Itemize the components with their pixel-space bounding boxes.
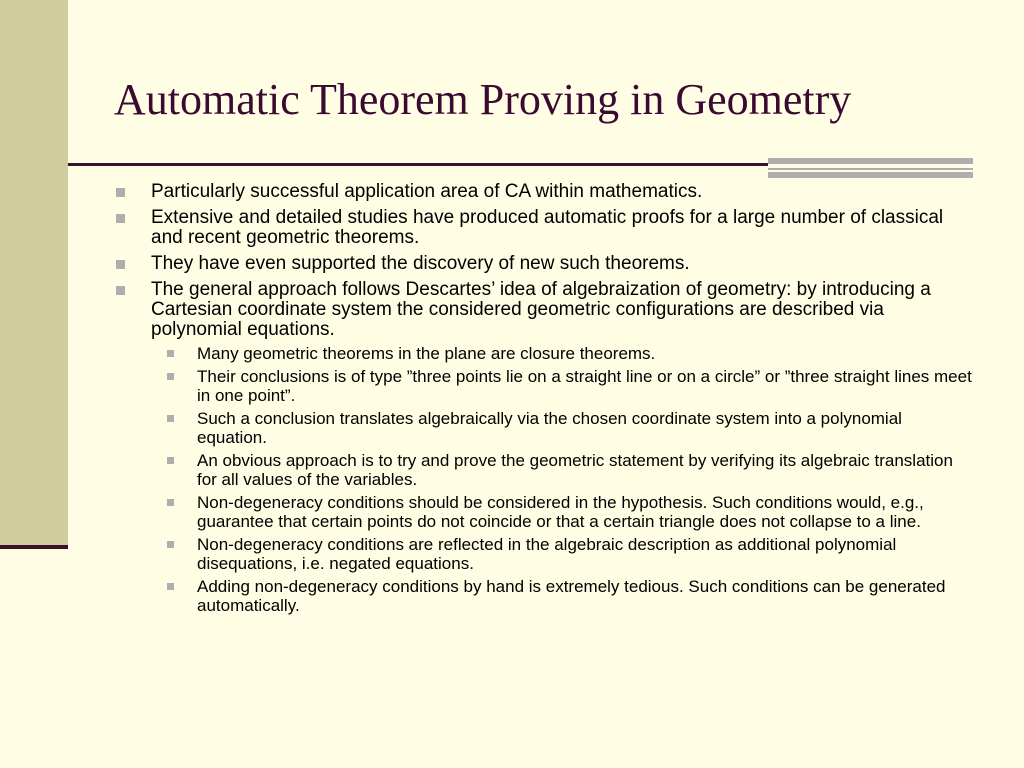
bullet-text: They have even supported the discovery of new such theorems. [151, 253, 690, 274]
sub-bullet-text: Adding non-degeneracy conditions by hand is extremely tedious. Such conditions can be generated automatically. [197, 577, 946, 615]
small-square-bullet-icon [167, 541, 174, 548]
divider-accent-bottom [768, 172, 973, 178]
square-bullet-icon [116, 214, 125, 223]
divider-accent-middle [768, 168, 973, 170]
small-square-bullet-icon [167, 499, 174, 506]
sub-bullet-item [114, 493, 974, 531]
divider-accent-top [768, 158, 973, 164]
small-square-bullet-icon [167, 457, 174, 464]
square-bullet-icon [116, 286, 125, 295]
sub-bullet-item [114, 344, 974, 363]
sub-bullet-text: Their conclusions is of type ”three points lie on a straight line or on a circle” or ”three straight lines meet in one point”. [197, 367, 972, 405]
bullet-text: The general approach follows Descartes’ idea of algebraization of geometry: by introducing a Cartesian coordinate system the considered geometric configurations are described via polynomial equations. [151, 279, 931, 340]
bullet-list [114, 182, 974, 615]
title-divider [68, 163, 768, 166]
bullet-text: Extensive and detailed studies have produced automatic proofs for a large number of classical and recent geometric theorems. [151, 207, 944, 248]
small-square-bullet-icon [167, 350, 174, 357]
bullet-item [114, 254, 974, 274]
sub-bullet-text: An obvious approach is to try and prove the geometric statement by verifying its algebraic translation for all values of the variables. [197, 451, 953, 489]
square-bullet-icon [116, 188, 125, 197]
left-bar-underline [0, 545, 68, 549]
slide-title: Automatic Theorem Proving in Geometry [114, 75, 852, 124]
sub-bullet-list [151, 344, 974, 615]
bullet-item [114, 208, 974, 248]
bullet-item [114, 182, 974, 202]
left-decorative-bar [0, 0, 68, 545]
slide-body [114, 182, 974, 621]
sub-bullet-item [114, 367, 974, 405]
small-square-bullet-icon [167, 583, 174, 590]
sub-bullet-item [114, 451, 974, 489]
small-square-bullet-icon [167, 373, 174, 380]
sub-bullet-item [114, 535, 974, 573]
square-bullet-icon [116, 260, 125, 269]
small-square-bullet-icon [167, 415, 174, 422]
sub-bullet-item [114, 409, 974, 447]
sub-bullet-text: Non-degeneracy conditions should be considered in the hypothesis. Such conditions would, e.g., guarantee that certain points do not coincide or that a certain triangle does not collapse to a line. [197, 493, 924, 531]
bullet-text: Particularly successful application area of CA within mathematics. [151, 181, 703, 202]
sub-bullet-text: Non-degeneracy conditions are reflected in the algebraic description as additional polynomial disequations, i.e. negated equations. [197, 535, 897, 573]
bullet-item [114, 280, 974, 615]
sub-bullet-item [114, 577, 974, 615]
sub-bullet-text: Many geometric theorems in the plane are closure theorems. [197, 344, 656, 363]
sub-bullet-text: Such a conclusion translates algebraically via the chosen coordinate system into a polynomial equation. [197, 409, 902, 447]
